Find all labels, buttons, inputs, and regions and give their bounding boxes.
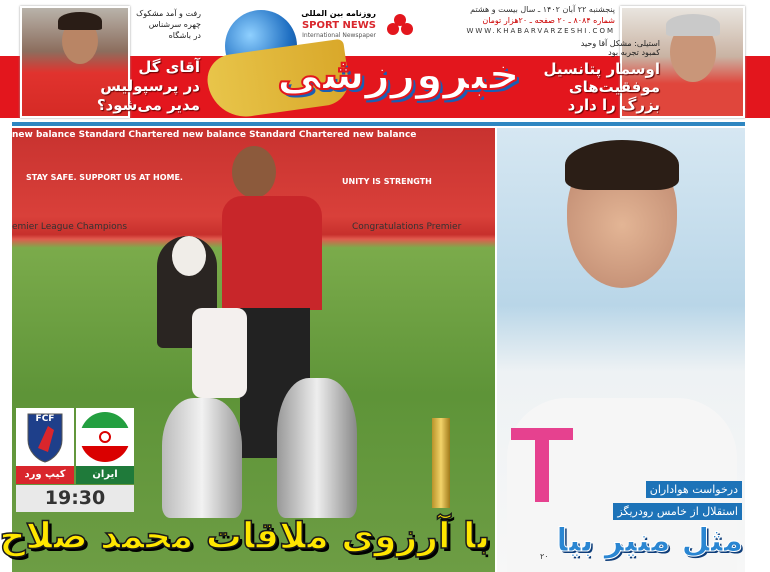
stadium-banner-stay-safe: STAY SAFE. SUPPORT US AT HOME. <box>26 173 183 182</box>
away-team-name: کیپ ورد <box>16 466 74 484</box>
side-story-tags: درخواست هواداران استقلال از خامس رودریگز <box>613 478 742 520</box>
left-story-headline[interactable]: آقای گل در پرسپولیس مدیر می‌شود؟ <box>96 58 200 114</box>
home-team-name: ایران <box>76 466 134 484</box>
website-link: WWW.KHABARVARZESHI.COM <box>466 27 615 35</box>
top-divider <box>12 122 745 126</box>
stadium-banner-unity: UNITY IS STRENGTH <box>342 177 432 186</box>
right-story-deck: استیلی: مشکل آقا وحید کمبود تجربه بود <box>580 39 660 57</box>
issue-info: پنجشنبه ۲۲ آبان ۱۴۰۲ ـ سال بیست و هشتم شماره ۸۰۸۴ ـ ۲۰ صفحه ـ ۲۰هزار تومان WWW.KHABARVARZESHI.COM <box>420 4 615 37</box>
main-headline[interactable]: با آرزوی ملاقات محمد صلاح <box>0 516 490 557</box>
sport-news-label: روزنامه بین المللی SPORT NEWS International Newspaper <box>301 9 376 39</box>
iran-flag-icon <box>76 408 134 466</box>
stadium-banner-champions: emier League Champions <box>12 222 128 232</box>
stadium-banner-sponsors: new balance Standard Chartered new balance Standard Chartered new balance <box>12 130 417 140</box>
stadium-banner-congratulations: Congratulations Premier <box>352 222 462 232</box>
masthead-title: خبرورزشی <box>277 49 520 100</box>
trefoil-logo-icon <box>386 14 414 36</box>
match-card <box>16 408 134 512</box>
cape-verde-logo: FCF <box>16 408 74 466</box>
left-story-deck: رفت و آمد مشکوک چهره سرشناس در باشگاه <box>136 9 201 40</box>
side-headline[interactable]: مثل منیر بیا <box>556 521 743 559</box>
side-page-ref: ۲۰ <box>540 552 549 561</box>
right-story-headline[interactable]: اوسمار پتانسیل موفقیت‌های بزرگ را دارد <box>543 60 660 114</box>
match-time: 19:30 <box>16 485 134 512</box>
